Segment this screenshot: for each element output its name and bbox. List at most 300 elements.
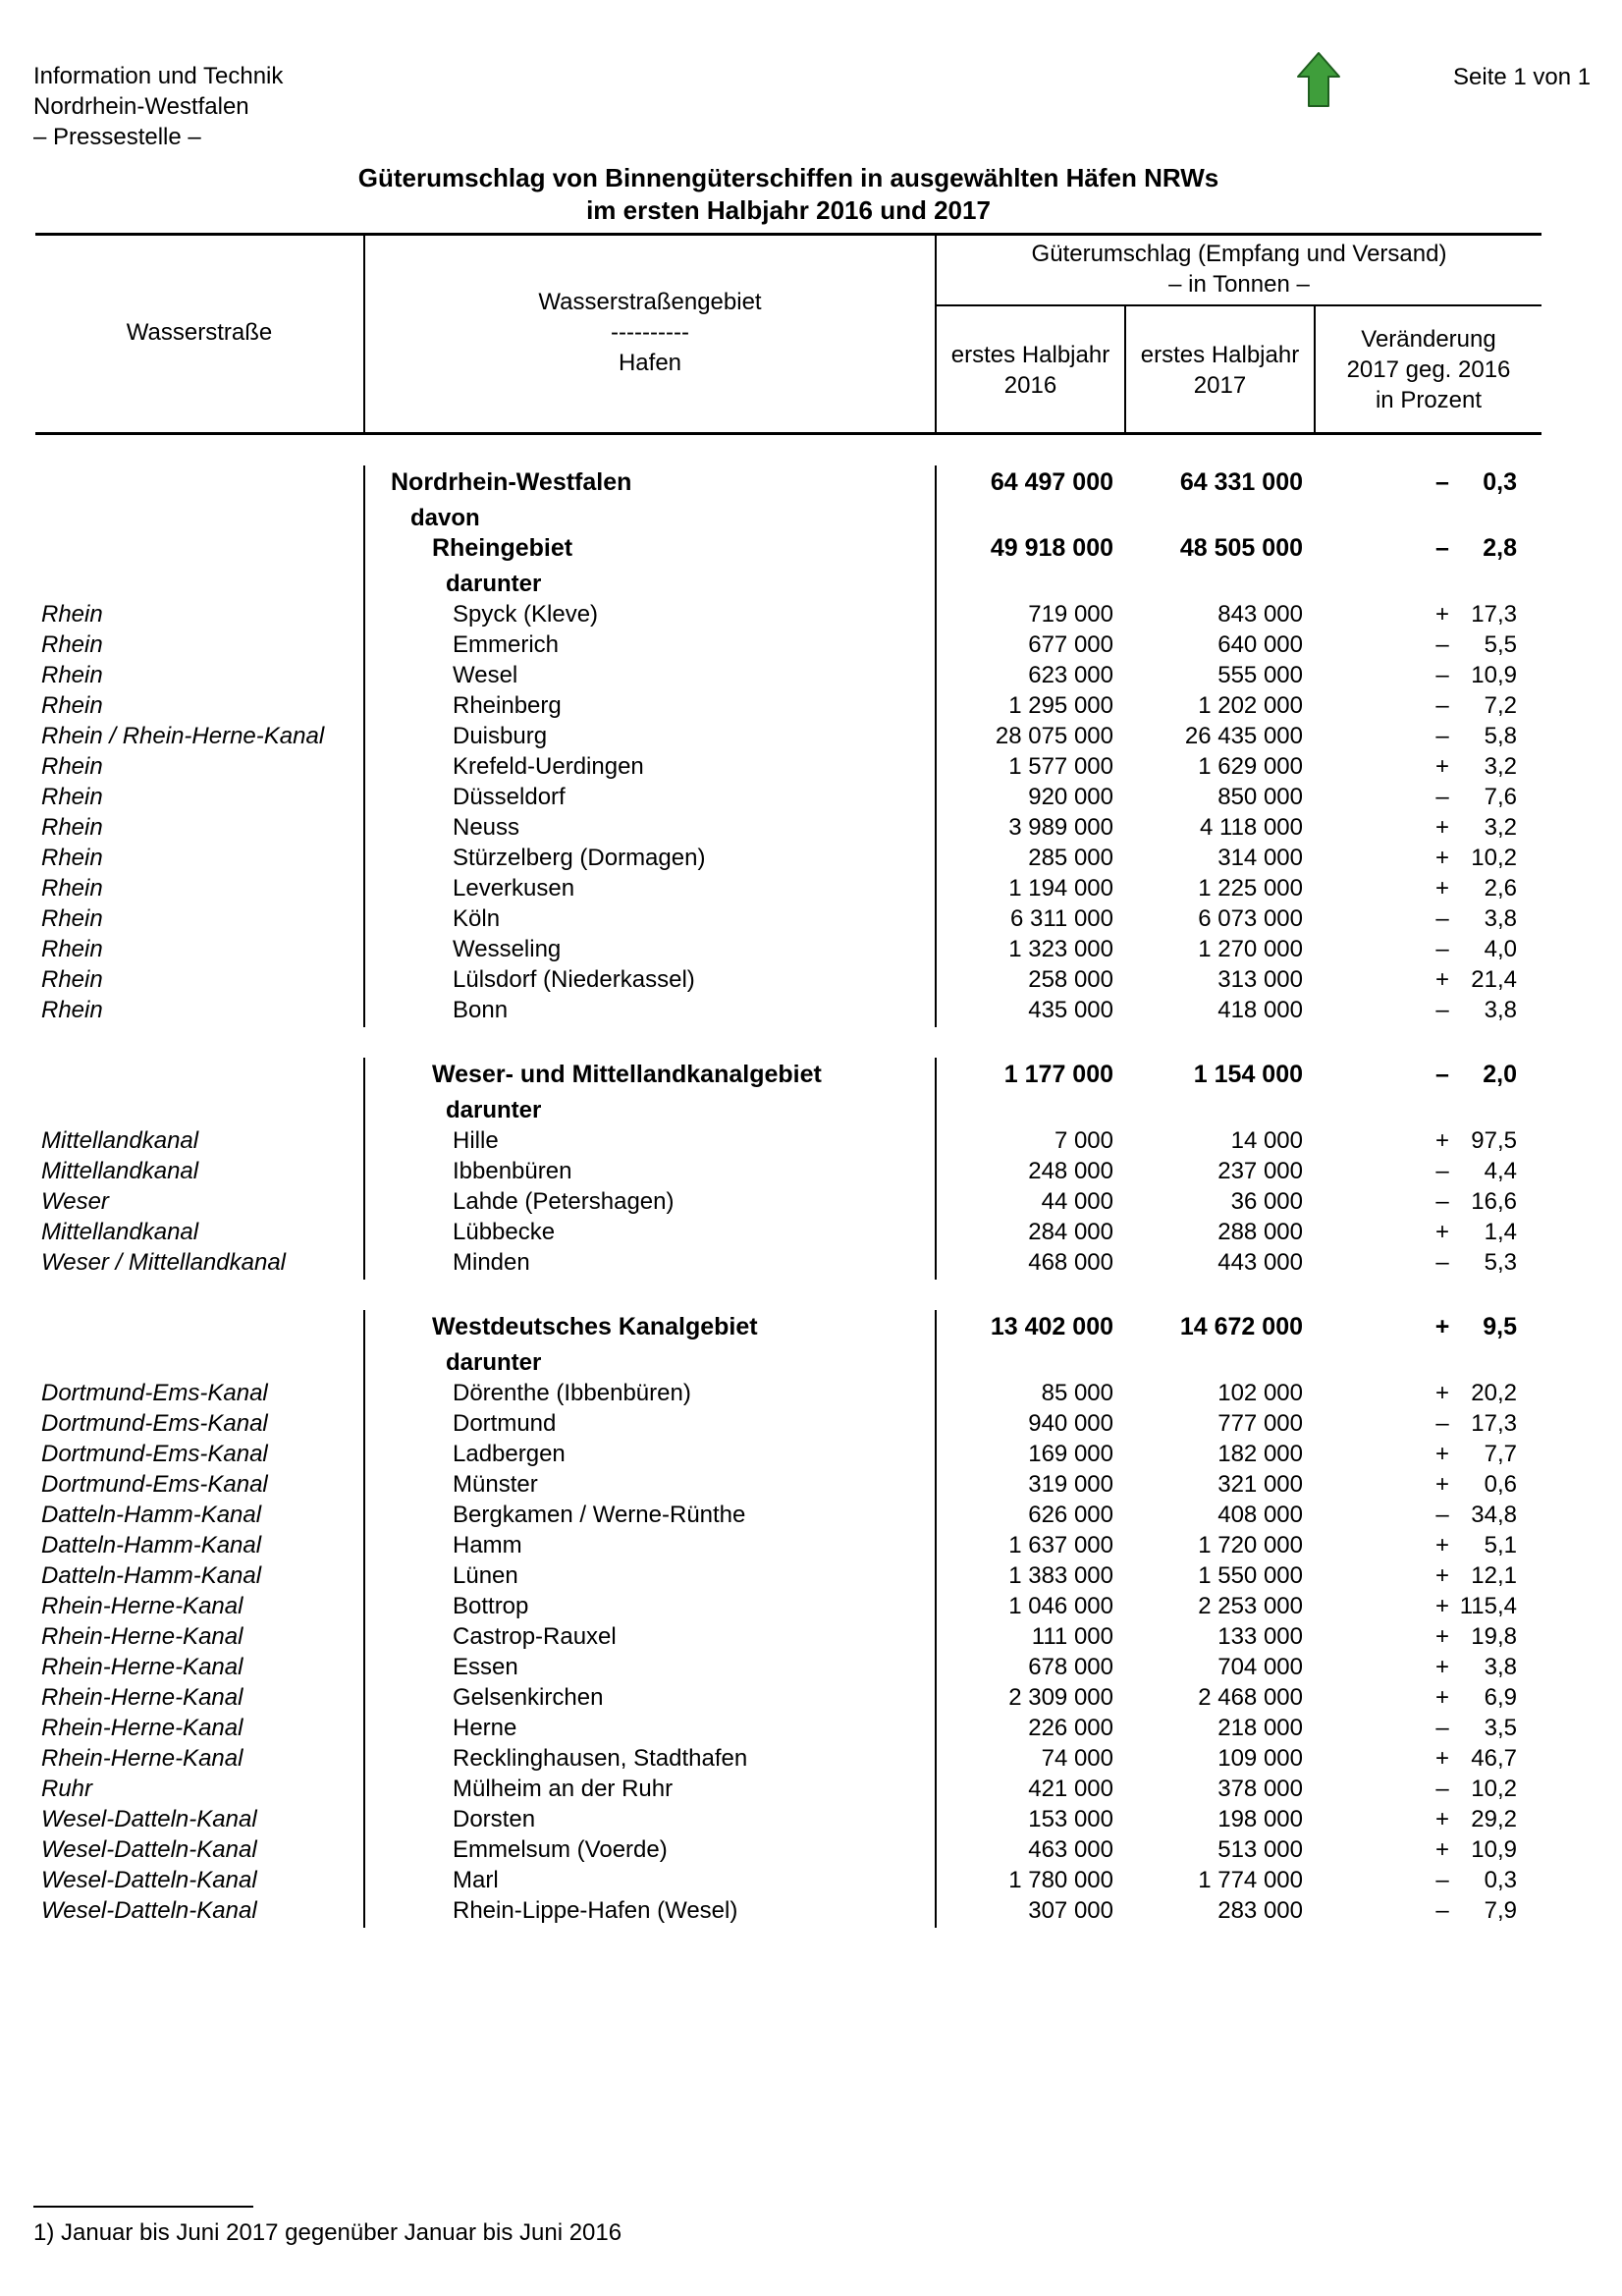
value-2017-cell: 237 000	[1217, 1158, 1303, 1184]
hafen-cell: Gelsenkirchen	[453, 1684, 604, 1711]
title-line-2: im ersten Halbjahr 2016 und 2017	[586, 195, 991, 225]
change-percent-cell: 3,2	[1484, 814, 1517, 841]
hafen-cell: Lübbecke	[453, 1219, 556, 1245]
hafen-cell: Bonn	[453, 997, 509, 1023]
change-sign-cell: +	[1434, 1593, 1449, 1619]
arrow-up-icon[interactable]	[1296, 51, 1341, 108]
wasserstrasse-cell: Wesel-Datteln-Kanal	[41, 1897, 257, 1924]
wasserstrasse-cell: Datteln-Hamm-Kanal	[41, 1532, 262, 1558]
change-sign-cell: +	[1434, 1532, 1449, 1558]
wasserstrasse-cell: Rhein-Herne-Kanal	[41, 1715, 243, 1741]
wasserstrasse-cell: Rhein-Herne-Kanal	[41, 1623, 243, 1650]
value-2017-cell: 198 000	[1217, 1806, 1303, 1832]
org-line-2: Nordrhein-Westfalen	[33, 93, 249, 120]
org-line-1: Information und Technik	[33, 63, 284, 89]
change-percent-cell: 9,5	[1483, 1313, 1517, 1340]
change-sign-cell: +	[1434, 1471, 1449, 1498]
table-total-row	[0, 533, 1622, 564]
value-2016-cell: 258 000	[1028, 966, 1113, 993]
hafen-cell: Minden	[453, 1249, 530, 1276]
change-percent-cell: 3,8	[1484, 997, 1517, 1023]
footnote-rule	[33, 2206, 253, 2208]
change-percent-cell: 7,2	[1484, 692, 1517, 719]
wasserstrasse-cell: Rhein	[41, 966, 103, 993]
value-2016-cell: 3 989 000	[1008, 814, 1113, 841]
hafen-cell: Marl	[453, 1867, 499, 1893]
hafen-cell: Emmerich	[453, 631, 560, 658]
change-percent-cell: 7,7	[1484, 1441, 1517, 1467]
wasserstrasse-cell: Rhein	[41, 601, 103, 628]
table-row	[0, 599, 1622, 629]
change-sign-cell: +	[1434, 1380, 1449, 1406]
table-row	[0, 1895, 1622, 1926]
change-sign-cell: –	[1435, 662, 1449, 688]
change-percent-cell: 34,8	[1471, 1502, 1517, 1528]
hafen-cell: Essen	[453, 1654, 518, 1680]
value-2016-cell: 6 311 000	[1010, 905, 1113, 932]
change-sign-cell: –	[1435, 1502, 1449, 1528]
wasserstrasse-cell: Rhein	[41, 631, 103, 658]
page-number: Seite 1 von 1	[1453, 64, 1592, 90]
table-row	[0, 1378, 1622, 1408]
table-row	[0, 964, 1622, 995]
table-row	[0, 995, 1622, 1025]
table-row	[0, 903, 1622, 934]
change-percent-cell: 1,4	[1484, 1219, 1517, 1245]
wasserstrasse-cell: Mittellandkanal	[41, 1127, 199, 1154]
wasserstrasse-cell: Dortmund-Ems-Kanal	[41, 1410, 268, 1437]
table-total-row	[0, 1312, 1622, 1342]
value-2017-cell: 26 435 000	[1184, 723, 1303, 749]
value-2017-cell: 1 720 000	[1198, 1532, 1303, 1558]
value-2017-cell: 218 000	[1217, 1715, 1303, 1741]
value-2017-cell: 1 202 000	[1198, 692, 1303, 719]
wasserstrasse-cell: Dortmund-Ems-Kanal	[41, 1471, 268, 1498]
change-sign-cell: +	[1434, 1836, 1449, 1863]
change-percent-cell: 3,8	[1484, 905, 1517, 932]
change-percent-cell: 17,3	[1471, 601, 1517, 628]
change-percent-cell: 5,5	[1484, 631, 1517, 658]
value-2016-cell: 153 000	[1028, 1806, 1113, 1832]
hafen-cell: Ladbergen	[453, 1441, 566, 1467]
change-percent-cell: 10,2	[1471, 845, 1517, 871]
value-2017-cell: 1 629 000	[1198, 753, 1303, 780]
value-2016-cell: 421 000	[1028, 1776, 1113, 1802]
hafen-cell: Weser- und Mittellandkanalgebiet	[432, 1061, 822, 1088]
hafen-cell: Dorsten	[453, 1806, 536, 1832]
column-header-line: Hafen	[618, 350, 682, 376]
change-sign-cell: +	[1434, 1441, 1449, 1467]
change-sign-cell: –	[1435, 1776, 1449, 1802]
wasserstrasse-cell: Mittellandkanal	[41, 1219, 199, 1245]
hafen-cell: Dortmund	[453, 1410, 557, 1437]
change-sign-cell: +	[1434, 814, 1449, 841]
wasserstrasse-cell: Rhein	[41, 692, 103, 719]
wasserstrasse-cell: Weser	[41, 1188, 109, 1215]
value-2017-cell: 48 505 000	[1179, 534, 1303, 562]
wasserstrasse-cell: Rhein	[41, 814, 103, 841]
value-2016-cell: 626 000	[1028, 1502, 1113, 1528]
table-subheading-row	[0, 1095, 1622, 1125]
table-row	[0, 843, 1622, 873]
hafen-cell: Ibbenbüren	[453, 1158, 572, 1184]
hafen-cell: Lülsdorf (Niederkassel)	[453, 966, 695, 993]
change-percent-cell: 0,6	[1484, 1471, 1517, 1498]
value-2016-cell: 1 177 000	[1003, 1061, 1113, 1088]
table-total-row	[0, 467, 1622, 498]
value-2016-cell: 307 000	[1028, 1897, 1113, 1924]
table-row	[0, 1621, 1622, 1652]
value-2017-cell: 418 000	[1217, 997, 1303, 1023]
value-2016-cell: 226 000	[1028, 1715, 1113, 1741]
value-2016-cell: 85 000	[1041, 1380, 1113, 1406]
wasserstrasse-cell: Wesel-Datteln-Kanal	[41, 1806, 257, 1832]
hafen-cell: Münster	[453, 1471, 538, 1498]
value-2016-cell: 285 000	[1028, 845, 1113, 871]
hafen-cell: Lünen	[453, 1562, 518, 1589]
value-2017-cell: 1 154 000	[1193, 1061, 1303, 1088]
table-row	[0, 751, 1622, 782]
column-header-line: in Prozent	[1375, 387, 1483, 413]
value-2016-cell: 169 000	[1028, 1441, 1113, 1467]
value-2017-cell: 133 000	[1217, 1623, 1303, 1650]
change-sign-cell: –	[1435, 1158, 1449, 1184]
hafen-cell: Düsseldorf	[453, 784, 566, 810]
value-2017-cell: 555 000	[1217, 662, 1303, 688]
table-row	[0, 1408, 1622, 1439]
column-header-wasserstrasse: Wasserstraße	[126, 319, 273, 346]
hafen-cell: davon	[410, 505, 480, 531]
table-row	[0, 660, 1622, 690]
organization-header	[33, 61, 283, 152]
change-percent-cell: 2,6	[1484, 875, 1517, 902]
value-2017-cell: 313 000	[1217, 966, 1303, 993]
wasserstrasse-cell: Rhein	[41, 662, 103, 688]
table-row	[0, 1217, 1622, 1247]
wasserstrasse-cell: Rhein	[41, 784, 103, 810]
change-sign-cell: +	[1434, 1127, 1449, 1154]
value-2017-cell: 2 253 000	[1198, 1593, 1303, 1619]
group-header-rule	[935, 304, 1541, 306]
change-percent-cell: 0,3	[1484, 1867, 1517, 1893]
value-2016-cell: 64 497 000	[990, 468, 1113, 496]
change-sign-cell: –	[1435, 1897, 1449, 1924]
change-sign-cell: –	[1435, 468, 1449, 496]
column-header-line: Wasserstraßengebiet	[538, 289, 762, 315]
change-percent-cell: 21,4	[1471, 966, 1517, 993]
wasserstrasse-cell: Weser / Mittellandkanal	[41, 1249, 286, 1276]
value-2017-cell: 109 000	[1217, 1745, 1303, 1772]
change-percent-cell: 17,3	[1471, 1410, 1517, 1437]
hafen-cell: Wesseling	[453, 936, 562, 962]
table-row	[0, 721, 1622, 751]
value-2017-cell: 640 000	[1217, 631, 1303, 658]
column-header-line: ----------	[611, 319, 689, 346]
column-header-change	[1316, 324, 1541, 415]
value-2016-cell: 74 000	[1041, 1745, 1113, 1772]
wasserstrasse-cell: Ruhr	[41, 1776, 93, 1802]
change-sign-cell: +	[1434, 1219, 1449, 1245]
change-percent-cell: 20,2	[1471, 1380, 1517, 1406]
change-sign-cell: –	[1435, 1715, 1449, 1741]
value-2016-cell: 1 577 000	[1008, 753, 1113, 780]
change-sign-cell: –	[1435, 1249, 1449, 1276]
value-2017-cell: 314 000	[1217, 845, 1303, 871]
wasserstrasse-cell: Dortmund-Ems-Kanal	[41, 1441, 268, 1467]
hafen-cell: Emmelsum (Voerde)	[453, 1836, 668, 1863]
column-header-2017	[1126, 340, 1314, 401]
column-header-line: erstes Halbjahr	[950, 342, 1110, 368]
wasserstrasse-cell: Dortmund-Ems-Kanal	[41, 1380, 268, 1406]
wasserstrasse-cell: Rhein-Herne-Kanal	[41, 1684, 243, 1711]
value-2017-cell: 513 000	[1217, 1836, 1303, 1863]
change-percent-cell: 10,9	[1471, 662, 1517, 688]
value-2016-cell: 7 000	[1054, 1127, 1113, 1154]
hafen-cell: Rhein-Lippe-Hafen (Wesel)	[453, 1897, 738, 1924]
value-2016-cell: 319 000	[1028, 1471, 1113, 1498]
value-2017-cell: 64 331 000	[1179, 468, 1303, 496]
table-row	[0, 1682, 1622, 1713]
change-percent-cell: 7,9	[1484, 1897, 1517, 1924]
org-line-3: – Pressestelle –	[33, 124, 201, 150]
value-2017-cell: 14 000	[1230, 1127, 1303, 1154]
wasserstrasse-cell: Rhein	[41, 905, 103, 932]
column-header-line: 2016	[1003, 372, 1057, 399]
column-header-line: erstes Halbjahr	[1140, 342, 1300, 368]
change-percent-cell: 2,0	[1483, 1061, 1517, 1088]
change-percent-cell: 2,8	[1483, 534, 1517, 562]
change-percent-cell: 0,3	[1483, 468, 1517, 496]
column-header-line: Veränderung	[1361, 326, 1496, 353]
table-row	[0, 1804, 1622, 1834]
table-row	[0, 1743, 1622, 1774]
value-2017-cell: 843 000	[1217, 601, 1303, 628]
change-sign-cell: +	[1434, 1806, 1449, 1832]
table-row	[0, 690, 1622, 721]
change-sign-cell: +	[1434, 1745, 1449, 1772]
hafen-cell: Bergkamen / Werne-Rünthe	[453, 1502, 746, 1528]
change-sign-cell: –	[1435, 1061, 1449, 1088]
value-2016-cell: 678 000	[1028, 1654, 1113, 1680]
value-2016-cell: 1 323 000	[1008, 936, 1113, 962]
change-sign-cell: –	[1435, 905, 1449, 932]
hafen-cell: Rheingebiet	[432, 534, 573, 562]
change-percent-cell: 3,8	[1484, 1654, 1517, 1680]
table-row	[0, 934, 1622, 964]
value-2017-cell: 36 000	[1230, 1188, 1303, 1215]
wasserstrasse-cell: Rhein / Rhein-Herne-Kanal	[41, 723, 325, 749]
value-2016-cell: 284 000	[1028, 1219, 1113, 1245]
table-row	[0, 1500, 1622, 1530]
hafen-cell: Hamm	[453, 1532, 522, 1558]
page-title	[0, 162, 1577, 227]
change-sign-cell: –	[1435, 1867, 1449, 1893]
table-row	[0, 1439, 1622, 1469]
change-percent-cell: 4,0	[1484, 936, 1517, 962]
hafen-cell: Nordrhein-Westfalen	[391, 468, 632, 496]
value-2017-cell: 283 000	[1217, 1897, 1303, 1924]
table-total-row	[0, 1060, 1622, 1090]
value-2017-cell: 321 000	[1217, 1471, 1303, 1498]
hafen-cell: Westdeutsches Kanalgebiet	[432, 1313, 758, 1340]
table-row	[0, 1530, 1622, 1560]
table-top-rule	[35, 233, 1541, 236]
change-percent-cell: 3,5	[1484, 1715, 1517, 1741]
hafen-cell: Bottrop	[453, 1593, 529, 1619]
table-row	[0, 1652, 1622, 1682]
table-row	[0, 782, 1622, 812]
table-subheading-row	[0, 1347, 1622, 1378]
change-sign-cell: –	[1435, 997, 1449, 1023]
hafen-cell: Lahde (Petershagen)	[453, 1188, 675, 1215]
column-header-hafen	[365, 287, 935, 378]
hafen-cell: Wesel	[453, 662, 518, 688]
title-line-1: Güterumschlag von Binnengüterschiffen in ausgewählten Häfen NRWs	[357, 163, 1219, 192]
change-percent-cell: 97,5	[1471, 1127, 1517, 1154]
column-header-line: – in Tonnen –	[1168, 271, 1310, 298]
value-2016-cell: 1 780 000	[1008, 1867, 1113, 1893]
column-header-line: Güterumschlag (Empfang und Versand)	[1031, 241, 1447, 267]
value-2016-cell: 1 046 000	[1008, 1593, 1113, 1619]
change-percent-cell: 3,2	[1484, 753, 1517, 780]
change-sign-cell: +	[1434, 845, 1449, 871]
wasserstrasse-cell: Rhein-Herne-Kanal	[41, 1745, 243, 1772]
table-subheading-row	[0, 569, 1622, 599]
value-2017-cell: 408 000	[1217, 1502, 1303, 1528]
column-group-header	[937, 239, 1541, 300]
value-2017-cell: 777 000	[1217, 1410, 1303, 1437]
wasserstrasse-cell: Datteln-Hamm-Kanal	[41, 1562, 262, 1589]
value-2016-cell: 719 000	[1028, 601, 1113, 628]
value-2017-cell: 850 000	[1217, 784, 1303, 810]
change-sign-cell: –	[1435, 936, 1449, 962]
hafen-cell: darunter	[446, 1349, 542, 1376]
change-sign-cell: +	[1434, 601, 1449, 628]
hafen-cell: Stürzelberg (Dormagen)	[453, 845, 706, 871]
value-2016-cell: 677 000	[1028, 631, 1113, 658]
change-percent-cell: 5,3	[1484, 1249, 1517, 1276]
wasserstrasse-cell: Rhein	[41, 875, 103, 902]
wasserstrasse-cell: Rhein	[41, 936, 103, 962]
change-sign-cell: –	[1435, 1188, 1449, 1215]
change-sign-cell: –	[1435, 1410, 1449, 1437]
hafen-cell: darunter	[446, 1097, 542, 1123]
value-2017-cell: 288 000	[1217, 1219, 1303, 1245]
change-percent-cell: 7,6	[1484, 784, 1517, 810]
change-percent-cell: 12,1	[1471, 1562, 1517, 1589]
value-2017-cell: 1 270 000	[1198, 936, 1303, 962]
change-sign-cell: +	[1434, 1623, 1449, 1650]
change-sign-cell: –	[1435, 723, 1449, 749]
value-2016-cell: 940 000	[1028, 1410, 1113, 1437]
change-sign-cell: –	[1435, 784, 1449, 810]
change-percent-cell: 10,9	[1471, 1836, 1517, 1863]
value-2017-cell: 1 225 000	[1198, 875, 1303, 902]
change-percent-cell: 29,2	[1471, 1806, 1517, 1832]
table-row	[0, 1591, 1622, 1621]
change-sign-cell: –	[1435, 631, 1449, 658]
table-row	[0, 1774, 1622, 1804]
hafen-cell: Köln	[453, 905, 501, 932]
table-row	[0, 629, 1622, 660]
hafen-cell: Dörenthe (Ibbenbüren)	[453, 1380, 691, 1406]
value-2017-cell: 182 000	[1217, 1441, 1303, 1467]
change-percent-cell: 4,4	[1484, 1158, 1517, 1184]
value-2016-cell: 1 194 000	[1008, 875, 1113, 902]
change-percent-cell: 19,8	[1471, 1623, 1517, 1650]
change-percent-cell: 46,7	[1471, 1745, 1517, 1772]
footnote: 1) Januar bis Juni 2017 gegenüber Januar bis Juni 2016	[33, 2219, 622, 2246]
value-2016-cell: 1 295 000	[1008, 692, 1113, 719]
value-2016-cell: 468 000	[1028, 1249, 1113, 1276]
value-2016-cell: 49 918 000	[990, 534, 1113, 562]
value-2016-cell: 28 075 000	[995, 723, 1113, 749]
table-row	[0, 1834, 1622, 1865]
table-row	[0, 812, 1622, 843]
value-2017-cell: 2 468 000	[1198, 1684, 1303, 1711]
change-sign-cell: –	[1435, 692, 1449, 719]
table-row	[0, 1560, 1622, 1591]
wasserstrasse-cell: Rhein	[41, 845, 103, 871]
change-percent-cell: 16,6	[1471, 1188, 1517, 1215]
hafen-cell: Leverkusen	[453, 875, 575, 902]
column-header-2016	[937, 340, 1124, 401]
table-row	[0, 1469, 1622, 1500]
value-2016-cell: 111 000	[1031, 1623, 1113, 1650]
change-percent-cell: 115,4	[1459, 1593, 1517, 1619]
change-sign-cell: +	[1434, 966, 1449, 993]
value-2016-cell: 1 383 000	[1008, 1562, 1113, 1589]
table-row	[0, 1713, 1622, 1743]
change-percent-cell: 5,8	[1484, 723, 1517, 749]
wasserstrasse-cell: Wesel-Datteln-Kanal	[41, 1867, 257, 1893]
value-2017-cell: 1 550 000	[1198, 1562, 1303, 1589]
hafen-cell: Recklinghausen, Stadthafen	[453, 1745, 748, 1772]
value-2016-cell: 920 000	[1028, 784, 1113, 810]
hafen-cell: Duisburg	[453, 723, 548, 749]
change-sign-cell: +	[1434, 1562, 1449, 1589]
value-2017-cell: 378 000	[1217, 1776, 1303, 1802]
value-2016-cell: 248 000	[1028, 1158, 1113, 1184]
value-2017-cell: 443 000	[1217, 1249, 1303, 1276]
wasserstrasse-cell: Rhein	[41, 753, 103, 780]
hafen-cell: darunter	[446, 571, 542, 597]
value-2017-cell: 704 000	[1217, 1654, 1303, 1680]
wasserstrasse-cell: Rhein-Herne-Kanal	[41, 1593, 243, 1619]
value-2016-cell: 44 000	[1041, 1188, 1113, 1215]
value-2017-cell: 14 672 000	[1179, 1313, 1303, 1340]
hafen-cell: Herne	[453, 1715, 517, 1741]
wasserstrasse-cell: Datteln-Hamm-Kanal	[41, 1502, 262, 1528]
table-row	[0, 1186, 1622, 1217]
table-row	[0, 1156, 1622, 1186]
column-header-line: 2017 geg. 2016	[1346, 356, 1511, 383]
value-2016-cell: 2 309 000	[1008, 1684, 1113, 1711]
hafen-cell: Neuss	[453, 814, 520, 841]
value-2016-cell: 13 402 000	[990, 1313, 1113, 1340]
value-2017-cell: 6 073 000	[1198, 905, 1303, 932]
hafen-cell: Mülheim an der Ruhr	[453, 1776, 674, 1802]
change-sign-cell: +	[1434, 1684, 1449, 1711]
table-subheading-row	[0, 503, 1622, 533]
hafen-cell: Hille	[453, 1127, 499, 1154]
change-percent-cell: 5,1	[1484, 1532, 1517, 1558]
value-2017-cell: 1 774 000	[1198, 1867, 1303, 1893]
hafen-cell: Rheinberg	[453, 692, 562, 719]
change-sign-cell: +	[1434, 1654, 1449, 1680]
change-sign-cell: +	[1434, 875, 1449, 902]
wasserstrasse-cell: Wesel-Datteln-Kanal	[41, 1836, 257, 1863]
